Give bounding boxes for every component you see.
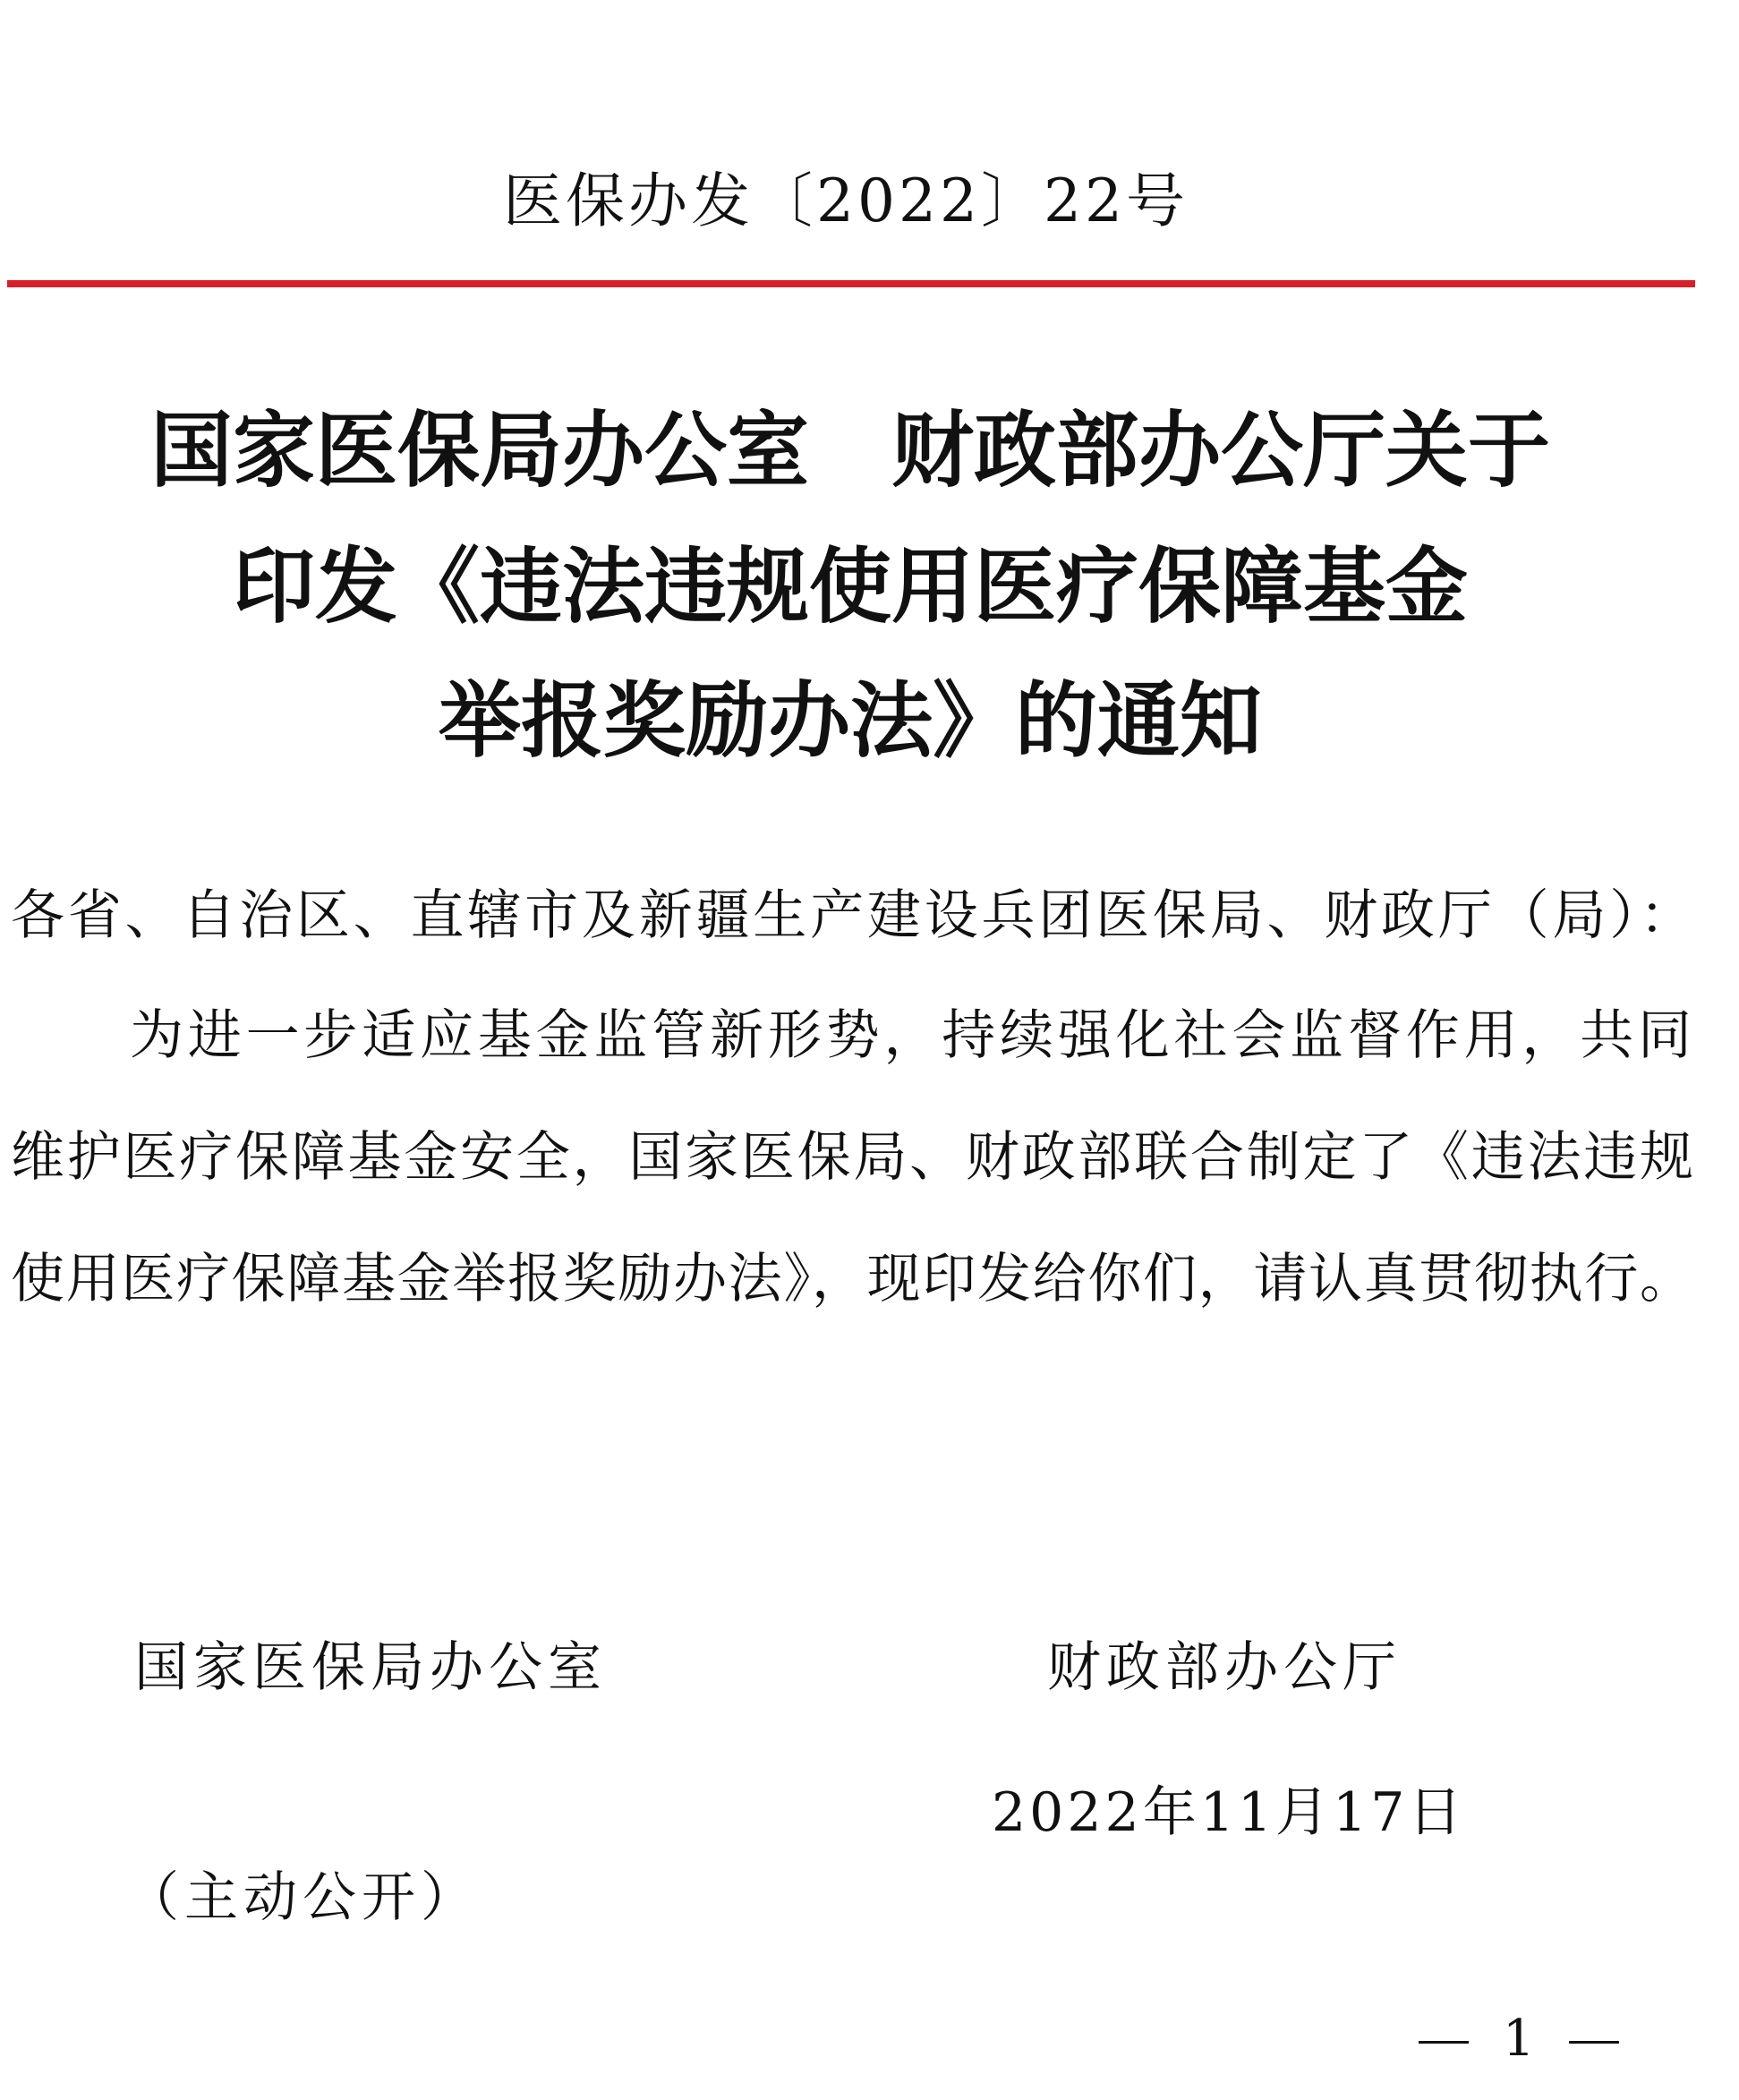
title-line-1: 国家医保局办公室 财政部办公厅关于	[149, 402, 1550, 499]
signer-left: 国家医保局办公室	[134, 1636, 607, 1699]
disclosure-note: （主动公开）	[125, 1866, 480, 1929]
page-number	[1419, 2003, 1619, 2075]
title-line-2: 印发《违法违规使用医疗保障基金	[232, 538, 1468, 635]
body-line-2: 维护医疗保障基金安全，国家医保局、财政部联合制定了《违法违规	[11, 1126, 1693, 1189]
body-line-1: 为进一步适应基金监管新形势，持续强化社会监督作用，共同	[130, 1004, 1692, 1067]
red-header-rule	[7, 280, 1695, 287]
document-number: 医保办发〔2022〕22号	[503, 166, 1189, 235]
addressee: 各省、自治区、直辖市及新疆生产建设兵团医保局、财政厅（局）：	[11, 884, 1693, 947]
page-dash-left	[1419, 2041, 1469, 2044]
issue-date: 2022年11月17日	[992, 1781, 1466, 1844]
page-dash-right	[1569, 2041, 1619, 2044]
body-line-3: 使用医疗保障基金举报奖励办法》，现印发给你们，请认真贯彻执行。	[11, 1248, 1693, 1310]
page-number-value: 1	[1503, 2010, 1535, 2068]
signer-right: 财政部办公厅	[1047, 1636, 1402, 1699]
title-line-3: 举报奖励办法》的通知	[438, 672, 1262, 769]
